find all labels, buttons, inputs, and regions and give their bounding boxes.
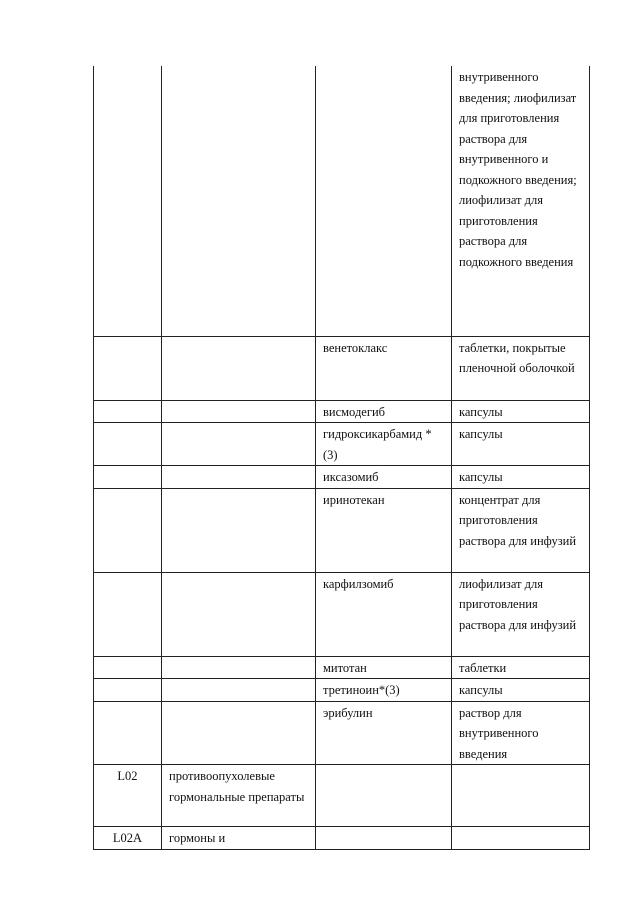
table-row — [94, 466, 590, 489]
dosage-form-text: внутривенного введения; лиофилизат для приготовления раствора для внутривенного и подкожного введения; лиофилизат для приготовления раствора для подкожного введения — [459, 70, 577, 269]
atc-code-cell — [94, 701, 162, 765]
drug-name-cell — [316, 679, 452, 702]
dosage-form-cell — [452, 400, 590, 423]
drug-name-cell — [316, 336, 452, 400]
table-body — [94, 66, 590, 849]
group-name-cell — [162, 572, 316, 656]
atc-code-cell — [94, 336, 162, 400]
drug-name-text: эрибулин — [323, 705, 373, 720]
dosage-form-cell — [452, 66, 590, 336]
dosage-form-text: капсулы — [459, 404, 503, 419]
dosage-form-cell — [452, 572, 590, 656]
atc-code-cell — [94, 827, 162, 850]
group-name-cell — [162, 336, 316, 400]
group-name-cell — [162, 827, 316, 850]
drug-name-cell — [316, 765, 452, 827]
group-name-cell — [162, 701, 316, 765]
dosage-form-cell — [452, 827, 590, 850]
drug-name-text: третиноин*(3) — [323, 683, 400, 697]
drug-name-text: иринотекан — [323, 492, 385, 507]
drug-name-text: карфилзомиб — [323, 576, 394, 591]
table-row — [94, 701, 590, 765]
group-name-cell — [162, 466, 316, 489]
drug-name-cell — [316, 572, 452, 656]
group-name-text: гормоны и — [169, 831, 226, 845]
dosage-form-text: концентрат для приготовления раствора для инфузий — [459, 492, 577, 548]
atc-code-cell — [94, 400, 162, 423]
dosage-form-text: капсулы — [459, 683, 503, 697]
group-name-cell — [162, 66, 316, 336]
atc-code-cell — [94, 66, 162, 336]
atc-code-cell — [94, 488, 162, 572]
dosage-form-cell — [452, 679, 590, 702]
drug-name-text: венетоклакс — [323, 340, 388, 355]
dosage-form-cell — [452, 336, 590, 400]
dosage-form-cell — [452, 466, 590, 489]
dosage-form-cell — [452, 488, 590, 572]
drug-name-cell — [316, 66, 452, 336]
table-row — [94, 423, 590, 466]
dosage-form-cell — [452, 656, 590, 679]
dosage-form-text: раствор для внутривенного введения — [459, 705, 539, 761]
table-row — [94, 336, 590, 400]
table-row — [94, 400, 590, 423]
drug-name-text: висмодегиб — [323, 404, 386, 419]
atc-code-cell — [94, 679, 162, 702]
drug-name-text: гидроксикарбамид *(3) — [323, 427, 432, 462]
drug-name-cell — [316, 466, 452, 489]
table-row — [94, 656, 590, 679]
atc-code-text: L02 — [117, 769, 138, 783]
atc-code-cell — [94, 656, 162, 679]
table-row — [94, 66, 590, 336]
dosage-form-text: лиофилизат для приготовления раствора для инфузий — [459, 576, 577, 632]
atc-code-cell — [94, 466, 162, 489]
group-name-text: противоопухолевые гормональные препараты — [169, 769, 305, 804]
group-name-cell — [162, 679, 316, 702]
drug-list-table — [93, 66, 590, 850]
group-name-cell — [162, 765, 316, 827]
group-name-cell — [162, 400, 316, 423]
atc-code-cell — [94, 572, 162, 656]
drug-name-cell — [316, 423, 452, 466]
table-row — [94, 488, 590, 572]
drug-name-cell — [316, 827, 452, 850]
table-row — [94, 765, 590, 827]
drug-name-cell — [316, 400, 452, 423]
dosage-form-text: таблетки — [459, 660, 507, 675]
dosage-form-text: капсулы — [459, 427, 503, 441]
drug-name-text: митотан — [323, 660, 367, 675]
dosage-form-text: капсулы — [459, 470, 503, 484]
atc-code-cell — [94, 765, 162, 827]
atc-code-text: L02A — [112, 831, 143, 845]
group-name-cell — [162, 488, 316, 572]
table-row — [94, 572, 590, 656]
drug-name-text: иксазомиб — [323, 470, 379, 484]
table-row — [94, 679, 590, 702]
drug-name-cell — [316, 701, 452, 765]
drug-name-cell — [316, 656, 452, 679]
table-row — [94, 827, 590, 850]
dosage-form-text: таблетки, покрытые пленочной оболочкой — [459, 340, 575, 375]
dosage-form-cell — [452, 765, 590, 827]
group-name-cell — [162, 656, 316, 679]
drug-name-cell — [316, 488, 452, 572]
dosage-form-cell — [452, 701, 590, 765]
dosage-form-cell — [452, 423, 590, 466]
atc-code-cell — [94, 423, 162, 466]
group-name-cell — [162, 423, 316, 466]
